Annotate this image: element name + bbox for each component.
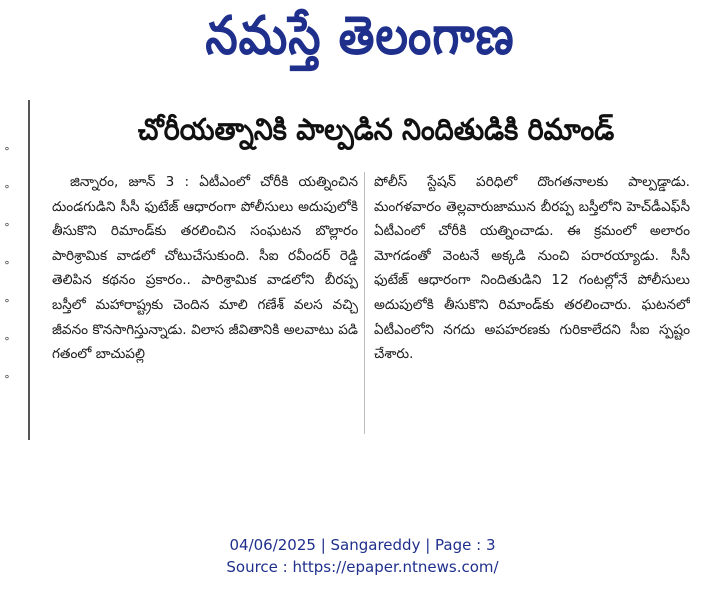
- newspaper-masthead: [150, 2, 570, 82]
- article-paragraph-right: పోలీస్ స్టేషన్ పరిధిలో దొంగతనాలకు పాల్పడ్డాడు. మంగళవారం తెల్లవారుజామున బీరప్ప బస్తీలోని హెచ్‌డీఎఫ్‌సీ ఏటీఎంలో చోరీకి యత్నించాడు. ఈ క్రమంలో అలారం మోగడంతో వెంటనే అక్కడి నుంచి పరారయ్యాడు. సీసీ ఫుటేజ్ ఆధారంగా నిందితుడిని 12 గంటల్లోనే పోలీసులు అదుపులోకి తీసుకొని రిమాండ్‌కు తరలించారు. ఘటనలో ఏటీఎంలోని నగదు అపహరణకు గురికాలేదని సీఐ స్పష్టం చేశారు.: [374, 174, 690, 363]
- column-divider: [364, 172, 365, 434]
- article-column-left: [52, 170, 358, 438]
- article-paragraph-left: జిన్నారం, జూన్ 3 : ఏటీఎంలో చోరీకి యత్నించిన దుండగుడిని సీసీ ఫుటేజ్ ఆధారంగా పోలీసులు అదుపులోకి తీసుకొని రిమాండ్‌కు తరలించిన సంఘటన బొల్లారం పారిశ్రామిక వాడలో చోటుచేసుకుంది. సీఐ రవీందర్ రెడ్డి తెలిపిన కథనం ప్రకారం.. పారిశ్రామిక వాడలోని బీరప్ప బస్తీలో మహారాష్ట్రకు చెందిన మాలి గణేశ్ వలస వచ్చి జీవనం కొనసాగిస్తున్నాడు. విలాస జీవితానికి అలవాటు పడి గతంలో బాచుపల్లి: [52, 174, 358, 363]
- masthead-title: నమస్తే తెలంగాణ: [205, 4, 515, 67]
- article-column-right: [374, 170, 690, 438]
- adjacent-column-edge: ∘ ∘ ∘ ∘ ∘ ∘ ∘: [3, 142, 11, 383]
- clipping-left-border: [28, 100, 30, 440]
- article-headline: చోరీయత్నానికి పాల్పడిన నిందితుడికి రిమాండ్: [137, 113, 615, 148]
- footer-source: Source : https://epaper.ntnews.com/: [226, 558, 499, 576]
- footer-date-edition: 04/06/2025 | Sangareddy | Page : 3: [229, 536, 496, 554]
